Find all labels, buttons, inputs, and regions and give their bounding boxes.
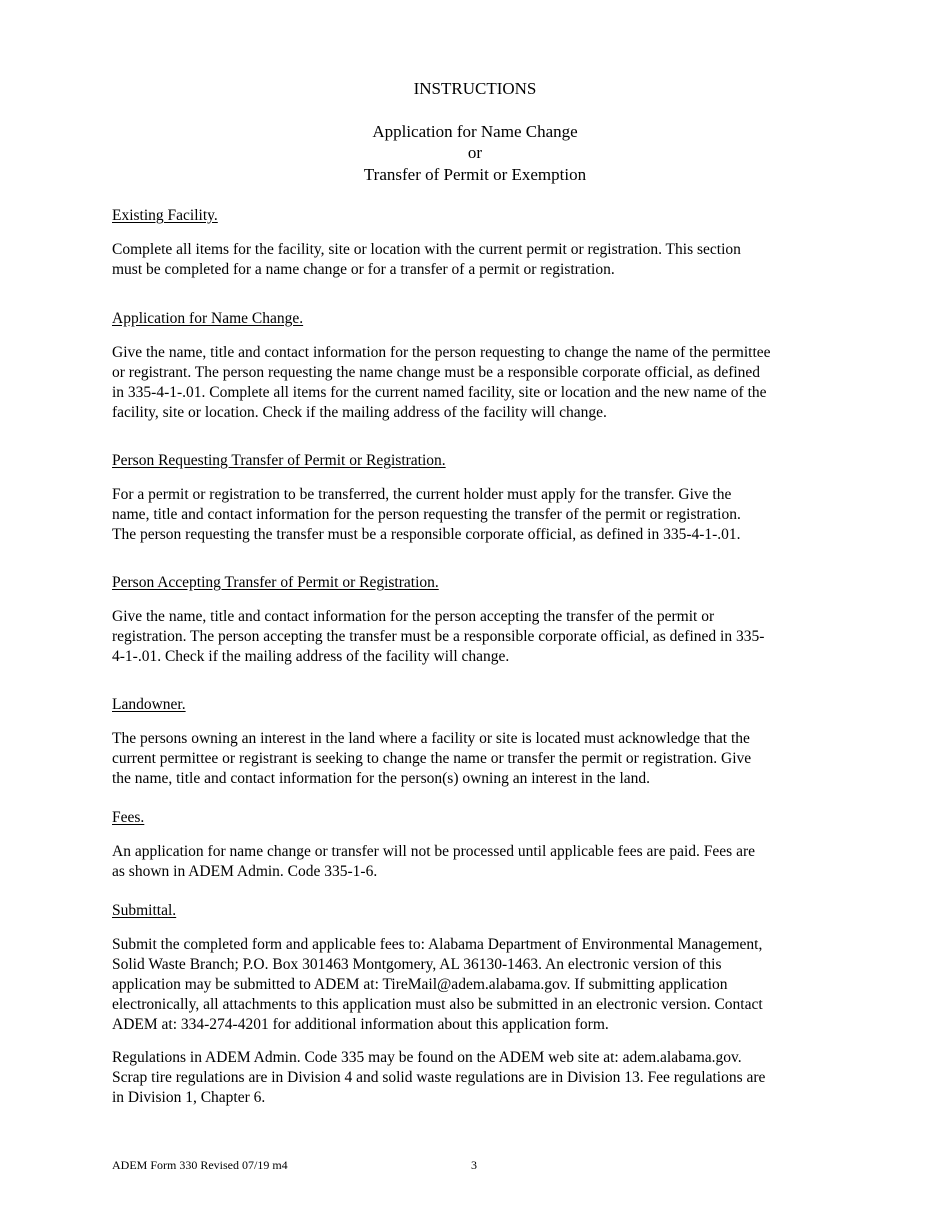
section-paragraph-landowner	[112, 729, 842, 789]
paragraph-line: as shown in ADEM Admin. Code 335-1-6.	[112, 863, 378, 880]
section-heading-name-change: Application for Name Change.	[112, 310, 304, 327]
section-heading-landowner: Landowner.	[112, 696, 186, 713]
paragraph-line: The persons owning an interest in the land where a facility or site is located must acknowledge that the	[112, 730, 750, 747]
section-heading-person-requesting-transfer: Person Requesting Transfer of Permit or Registration.	[112, 452, 446, 469]
paragraph-line: must be completed for a name change or for a transfer of a permit or registration.	[112, 261, 615, 278]
paragraph-line: The person requesting the transfer must be a responsible corporate official, as defined in 335-4-1-.01.	[112, 526, 741, 543]
footer-form-id: ADEM Form 330 Revised 07/19 m4	[112, 1158, 288, 1172]
form-title-line-1: Application for Name Change	[372, 122, 578, 141]
section-heading-submittal: Submittal.	[112, 902, 177, 919]
form-title-line-3: Transfer of Permit or Exemption	[363, 165, 587, 184]
paragraph-line: Submit the completed form and applicable fees to: Alabama Department of Environmental Management,	[112, 936, 763, 953]
paragraph-line: Give the name, title and contact information for the person accepting the transfer of the permit or	[112, 608, 715, 625]
paragraph-line: 4-1-.01. Check if the mailing address of the facility will change.	[112, 648, 510, 665]
paragraph-line: Complete all items for the facility, site or location with the current permit or registration. This section	[112, 241, 741, 258]
paragraph-line: electronically, all attachments to this application must also be submitted in an electronic version. Contact	[112, 996, 763, 1013]
section-paragraph-submittal	[112, 935, 842, 1035]
paragraph-line: An application for name change or transfer will not be processed until applicable fees are paid. Fees are	[112, 843, 755, 860]
section-heading-person-accepting-transfer: Person Accepting Transfer of Permit or Registration.	[112, 574, 439, 591]
paragraph-line: ADEM at: 334-274-4201 for additional information about this application form.	[112, 1016, 609, 1033]
paragraph-line: or registrant. The person requesting the name change must be a responsible corporate official, as defined	[112, 364, 761, 381]
paragraph-line: application may be submitted to ADEM at: TireMail@adem.alabama.gov. If submitting application	[112, 976, 728, 993]
paragraph-line: Scrap tire regulations are in Division 4 and solid waste regulations are in Division 13. Fee regulations are	[112, 1069, 766, 1086]
paragraph-line: Give the name, title and contact information for the person requesting to change the name of the permittee	[112, 344, 771, 361]
paragraph-line: Regulations in ADEM Admin. Code 335 may be found on the ADEM web site at: adem.alabama.gov.	[112, 1049, 742, 1066]
section-paragraph-existing-facility	[112, 240, 842, 280]
paragraph-line: Solid Waste Branch; P.O. Box 301463 Montgomery, AL 36130-1463. An electronic version of this	[112, 956, 722, 973]
paragraph-line: For a permit or registration to be transferred, the current holder must apply for the transfer. Give the	[112, 486, 732, 503]
instructions-heading: INSTRUCTIONS	[413, 79, 537, 98]
paragraph-line: facility, site or location. Check if the mailing address of the facility will change.	[112, 404, 607, 421]
form-title-line-2: or	[467, 143, 483, 162]
section-paragraph-fees	[112, 842, 842, 882]
paragraph-line: in Division 1, Chapter 6.	[112, 1089, 266, 1106]
regulations-paragraph	[112, 1048, 842, 1108]
paragraph-line: the name, title and contact information for the person(s) owning an interest in the land.	[112, 770, 651, 787]
paragraph-line: name, title and contact information for the person requesting the transfer of the permit or registration.	[112, 506, 741, 523]
paragraph-line: current permittee or registrant is seeking to change the name or transfer the permit or registration. Give	[112, 750, 752, 767]
section-heading-fees: Fees.	[112, 809, 145, 826]
section-paragraph-name-change	[112, 343, 842, 423]
paragraph-line: registration. The person accepting the transfer must be a responsible corporate official, as defined in 335-	[112, 628, 765, 645]
section-paragraph-person-accepting-transfer	[112, 607, 842, 667]
section-heading-existing-facility: Existing Facility.	[112, 207, 218, 224]
paragraph-line: in 335-4-1-.01. Complete all items for the current named facility, site or location and the new name of the	[112, 384, 767, 401]
section-paragraph-person-requesting-transfer	[112, 485, 842, 545]
footer-page-number: 3	[471, 1158, 477, 1172]
